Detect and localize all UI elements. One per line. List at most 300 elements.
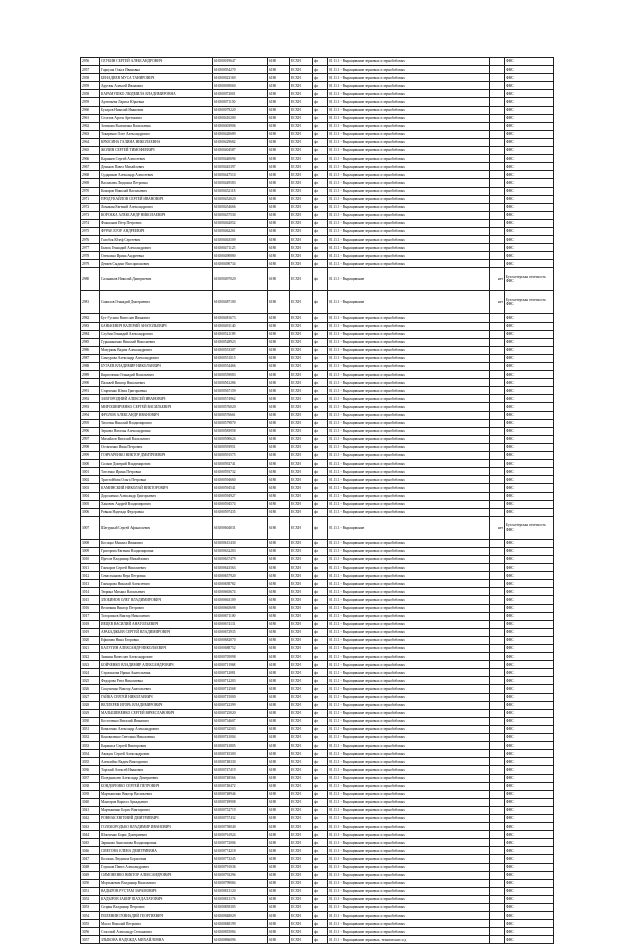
- tax-regime-cell: ЕСХН: [290, 806, 313, 814]
- inn-cell: 616500410200: [213, 114, 268, 122]
- group-code-cell: 6180: [268, 90, 290, 98]
- activity-cell: 01.11.1 - Выращивание зерновых и зернобобовых: [328, 798, 490, 806]
- entity-type-cell: фл: [313, 138, 328, 146]
- group-code-cell: 6180: [268, 74, 290, 82]
- tax-regime-cell: ЕСХН: [290, 516, 313, 539]
- flag-cell: [490, 782, 505, 790]
- tax-regime-cell: ЕСХН: [290, 427, 313, 435]
- activity-cell: 01.11.1 - Выращивание зерновых и зернобобовых: [328, 596, 490, 604]
- entity-type-cell: фл: [313, 871, 328, 879]
- name-cell: Шатурный Сергей Афанасьевич: [100, 516, 213, 539]
- inn-cell: 616500637479: [213, 555, 268, 563]
- entity-type-cell: фл: [313, 693, 328, 701]
- activity-cell: 01.11.1 - Выращивание зерновых и зернобобовых: [328, 219, 490, 227]
- row-number-cell: 3013: [81, 580, 100, 588]
- row-number-cell: 3009: [81, 547, 100, 555]
- tax-regime-cell: ЕСХН: [290, 879, 313, 887]
- row-number-cell: 3024: [81, 669, 100, 677]
- activity-cell: 01.11.1 - Выращивание зерновых и зернобобовых: [328, 871, 490, 879]
- entity-type-cell: фл: [313, 782, 328, 790]
- entity-type-cell: фл: [313, 468, 328, 476]
- flag-cell: [490, 798, 505, 806]
- tax-regime-cell: ЕСХН: [290, 211, 313, 219]
- flag-cell: [490, 244, 505, 252]
- group-code-cell: 6180: [268, 904, 290, 912]
- flag-cell: [490, 839, 505, 847]
- row-number-cell: 3021: [81, 645, 100, 653]
- inn-cell: 616500813176: [213, 895, 268, 903]
- source-cell: ФНС: [505, 539, 554, 547]
- flag-cell: [490, 395, 505, 403]
- row-number-cell: 2962: [81, 122, 100, 130]
- tax-regime-cell: ЕСХН: [290, 330, 313, 338]
- name-cell: Глушков Павел Александрович: [100, 863, 213, 871]
- inn-cell: 616500567159: [213, 387, 268, 395]
- group-code-cell: 6180: [268, 895, 290, 903]
- tax-regime-cell: ЕСХН: [290, 443, 313, 451]
- table-row: [81, 187, 554, 195]
- group-code-cell: 6180: [268, 227, 290, 235]
- group-code-cell: 6180: [268, 701, 290, 709]
- name-cell: Старченко Юлия Григорьевна: [100, 387, 213, 395]
- group-code-cell: 6180: [268, 645, 290, 653]
- row-number-cell: 2977: [81, 244, 100, 252]
- source-cell: ФНС: [505, 580, 554, 588]
- table-row: [81, 419, 554, 427]
- tax-regime-cell: ЕСХН: [290, 395, 313, 403]
- row-number-cell: 3037: [81, 774, 100, 782]
- inn-cell: 616500072001: [213, 90, 268, 98]
- source-cell: ФНС: [505, 130, 554, 138]
- entity-type-cell: фл: [313, 236, 328, 244]
- entity-type-cell: фл: [313, 492, 328, 500]
- name-cell: Гаркуша Ольга Ивановна: [100, 66, 213, 74]
- inn-cell: 616500528923: [213, 338, 268, 346]
- flag-cell: нет: [490, 516, 505, 539]
- source-cell: ФНС: [505, 717, 554, 725]
- inn-cell: 616500848029: [213, 912, 268, 920]
- inn-cell: 616500665698: [213, 604, 268, 612]
- name-cell: Мартыненко Борис Викторович: [100, 806, 213, 814]
- entity-type-cell: фл: [313, 855, 328, 863]
- entity-type-cell: фл: [313, 227, 328, 235]
- row-number-cell: 2990: [81, 379, 100, 387]
- activity-cell: 01.11.1 - Выращивание зерновых и зернобобовых: [328, 492, 490, 500]
- table-row: [81, 847, 554, 855]
- row-number-cell: 2978: [81, 252, 100, 260]
- flag-cell: [490, 74, 505, 82]
- group-code-cell: 6180: [268, 260, 290, 268]
- table-row: [81, 155, 554, 163]
- tax-regime-cell: ЕСХН: [290, 782, 313, 790]
- tax-regime-cell: ЕСХН: [290, 354, 313, 362]
- name-cell: Масло Николай Петрович: [100, 920, 213, 928]
- table-row: [81, 734, 554, 742]
- entity-type-cell: фл: [313, 90, 328, 98]
- flag-cell: [490, 155, 505, 163]
- table-row: [81, 435, 554, 443]
- flag-cell: [490, 500, 505, 508]
- flag-cell: [490, 427, 505, 435]
- source-cell: ФНС: [505, 387, 554, 395]
- row-number-cell: 2958: [81, 90, 100, 98]
- inn-cell: 616500671100: [213, 612, 268, 620]
- tax-regime-cell: ЕСХН: [290, 338, 313, 346]
- name-cell: КАМИНСКИЙ НИКОЛАЙ ВИКТОРОВИЧ: [100, 484, 213, 492]
- group-code-cell: 6180: [268, 492, 290, 500]
- table-row: [81, 758, 554, 766]
- tax-regime-cell: ЕСХН: [290, 106, 313, 114]
- source-cell: ФНС: [505, 636, 554, 644]
- row-number-cell: 2964: [81, 138, 100, 146]
- inn-cell: 616500793296: [213, 871, 268, 879]
- group-code-cell: 6180: [268, 798, 290, 806]
- tax-regime-cell: ЕСХН: [290, 798, 313, 806]
- flag-cell: [490, 693, 505, 701]
- source-cell: ФНС: [505, 203, 554, 211]
- group-code-cell: 6180: [268, 774, 290, 782]
- entity-type-cell: фл: [313, 354, 328, 362]
- tax-regime-cell: ЕСХН: [290, 790, 313, 798]
- row-number-cell: 3054: [81, 912, 100, 920]
- source-cell: ФНС: [505, 612, 554, 620]
- tax-regime-cell: ЕСХН: [290, 661, 313, 669]
- flag-cell: [490, 187, 505, 195]
- flag-cell: [490, 628, 505, 636]
- flag-cell: [490, 806, 505, 814]
- name-cell: Пальвей Виктор Николаевич: [100, 379, 213, 387]
- row-number-cell: 2968: [81, 171, 100, 179]
- table-row: [81, 106, 554, 114]
- source-cell: ФНС: [505, 252, 554, 260]
- tax-regime-cell: ЕСХН: [290, 628, 313, 636]
- row-number-cell: 3046: [81, 847, 100, 855]
- group-code-cell: 6180: [268, 435, 290, 443]
- row-number-cell: 2958: [81, 74, 100, 82]
- activity-cell: 01.11.1 - Выращивание зерновых и зернобобовых: [328, 130, 490, 138]
- row-number-cell: 3043: [81, 823, 100, 831]
- group-code-cell: 6180: [268, 669, 290, 677]
- name-cell: ВЕЛЛЕРЕВ ИГОРЬ ВЛАДИМИРОВИЧ: [100, 701, 213, 709]
- group-code-cell: 6180: [268, 211, 290, 219]
- name-cell: Селезов Арсен Артемович: [100, 114, 213, 122]
- tax-regime-cell: ЕСХН: [290, 839, 313, 847]
- entity-type-cell: фл: [313, 291, 328, 314]
- name-cell: БОЙЧЕНКО ВЛАДИМИР АЛЕКСАНДРОВИЧ: [100, 661, 213, 669]
- inn-cell: 616500593732: [213, 468, 268, 476]
- tax-regime-cell: ЕСХН: [290, 555, 313, 563]
- tax-regime-cell: ЕСХН: [290, 187, 313, 195]
- group-code-cell: 6180: [268, 171, 290, 179]
- table-row: [81, 443, 554, 451]
- source-cell: ФНС: [505, 346, 554, 354]
- source-cell: ФНС: [505, 163, 554, 171]
- activity-cell: 01.11.1 - Выращивание зерновых и зернобобовых: [328, 387, 490, 395]
- tax-regime-cell: ЕСХН: [290, 936, 313, 944]
- table-row: [81, 211, 554, 219]
- table-row: [81, 855, 554, 863]
- row-number-cell: 3026: [81, 685, 100, 693]
- activity-cell: 01.11.1 - Выращивание зерновых и зернобобовых: [328, 171, 490, 179]
- source-cell: ФНС: [505, 653, 554, 661]
- entity-type-cell: фл: [313, 717, 328, 725]
- activity-cell: 01.11.1 - Выращивание зерновых и зернобобовых: [328, 338, 490, 346]
- flag-cell: [490, 419, 505, 427]
- table-row: [81, 871, 554, 879]
- name-cell: Деваев Сыдинг Виссарионович: [100, 260, 213, 268]
- tax-regime-cell: ЕСХН: [290, 492, 313, 500]
- row-number-cell: 3045: [81, 839, 100, 847]
- tax-regime-cell: ЕСХН: [290, 612, 313, 620]
- activity-cell: 01.11.1 - Выращивание зерновых и зернобобовых: [328, 403, 490, 411]
- name-cell: Каршнев Сергей Алексеевич: [100, 155, 213, 163]
- table-row: [81, 879, 554, 887]
- activity-cell: 01.11.1 - Выращивание зерновых и зернобобовых: [328, 435, 490, 443]
- inn-cell: 616500855084: [213, 928, 268, 936]
- entity-type-cell: фл: [313, 863, 328, 871]
- inn-cell: 616500590624: [213, 435, 268, 443]
- activity-cell: 01.11.1 - Выращивание зерновых и зернобобовых: [328, 244, 490, 252]
- table-row: [81, 508, 554, 516]
- name-cell: Ломакин Евгений Александрович: [100, 203, 213, 211]
- entity-type-cell: фл: [313, 330, 328, 338]
- source-cell: ФНС: [505, 604, 554, 612]
- inn-cell: 616500490734: [213, 260, 268, 268]
- inn-cell: 616500749908: [213, 798, 268, 806]
- activity-cell: 01.11.1 - Выращивание зерновых и зернобобовых: [328, 725, 490, 733]
- entity-type-cell: фл: [313, 98, 328, 106]
- group-code-cell: 6180: [268, 782, 290, 790]
- table-row: [81, 774, 554, 782]
- activity-cell: 01.11.1 - Выращивание зерновых и зернобобовых: [328, 717, 490, 725]
- entity-type-cell: фл: [313, 268, 328, 291]
- activity-cell: 01.11.1 - Выращивание зерновых и зернобобовых: [328, 653, 490, 661]
- row-number-cell: 3019: [81, 628, 100, 636]
- flag-cell: [490, 855, 505, 863]
- source-cell: ФНС: [505, 460, 554, 468]
- name-cell: Мартышенко Виктор Васильевич: [100, 790, 213, 798]
- activity-cell: 01.11.1 - Выращивание зерновых и зернобобовых: [328, 814, 490, 822]
- source-cell: ФНС: [505, 766, 554, 774]
- tax-regime-cell: ЕСХН: [290, 928, 313, 936]
- group-code-cell: 6180: [268, 122, 290, 130]
- group-code-cell: 6180: [268, 155, 290, 163]
- table-row: [81, 547, 554, 555]
- name-cell: Судариков Александр Алексеевич: [100, 171, 213, 179]
- entity-type-cell: фл: [313, 395, 328, 403]
- table-row: [81, 709, 554, 717]
- tax-regime-cell: ЕСХН: [290, 476, 313, 484]
- tax-regime-cell: ЕСХН: [290, 653, 313, 661]
- flag-cell: [490, 354, 505, 362]
- tax-regime-cell: ЕСХН: [290, 547, 313, 555]
- activity-cell: 01.11.1 - Выращивание зерновых и зернобобовых: [328, 236, 490, 244]
- table-row: [81, 171, 554, 179]
- source-cell: ФНС: [505, 725, 554, 733]
- group-code-cell: 6180: [268, 244, 290, 252]
- entity-type-cell: фл: [313, 790, 328, 798]
- group-code-cell: 6180: [268, 203, 290, 211]
- flag-cell: [490, 195, 505, 203]
- source-cell: ФНС: [505, 98, 554, 106]
- flag-cell: [490, 363, 505, 371]
- group-code-cell: 6180: [268, 508, 290, 516]
- group-code-cell: 6180: [268, 219, 290, 227]
- entity-type-cell: фл: [313, 774, 328, 782]
- table-row: [81, 677, 554, 685]
- source-cell: ФНС: [505, 500, 554, 508]
- tax-regime-cell: ЕСХН: [290, 863, 313, 871]
- tax-regime-cell: ЕСХН: [290, 203, 313, 211]
- entity-type-cell: фл: [313, 211, 328, 219]
- source-cell: ФНС: [505, 187, 554, 195]
- activity-cell: 01.11.1 - Выращивание зерновых и зернобобовых: [328, 887, 490, 895]
- table-row: [81, 163, 554, 171]
- entity-type-cell: фл: [313, 887, 328, 895]
- group-code-cell: 6180: [268, 871, 290, 879]
- entity-type-cell: фл: [313, 443, 328, 451]
- activity-cell: 01.11.1 - Выращивание зерновых и зернобобовых: [328, 685, 490, 693]
- entity-type-cell: фл: [313, 895, 328, 903]
- group-code-cell: 6180: [268, 580, 290, 588]
- table-row: [81, 66, 554, 74]
- name-cell: Мортыкевич Владимир Васильевич: [100, 879, 213, 887]
- tax-regime-cell: ЕСХН: [290, 219, 313, 227]
- name-cell: Гончаров Сергей Николаевич: [100, 564, 213, 572]
- group-code-cell: 6180: [268, 750, 290, 758]
- name-cell: ЖОЛИН СЕРГЕЙ ТИМОФЕЕВИЧ: [100, 147, 213, 155]
- group-code-cell: 6180: [268, 500, 290, 508]
- table-row: [81, 653, 554, 661]
- activity-cell: 01.11.1 - Выращивание: [328, 268, 490, 291]
- row-number-cell: 3014: [81, 588, 100, 596]
- name-cell: Алексийко Вадим Викторович: [100, 758, 213, 766]
- entity-type-cell: фл: [313, 936, 328, 944]
- activity-cell: 01.11.1 - Выращивание зерновых и зернобобовых: [328, 379, 490, 387]
- group-code-cell: 6180: [268, 187, 290, 195]
- inn-cell: 616500665674: [213, 588, 268, 596]
- entity-type-cell: фл: [313, 130, 328, 138]
- flag-cell: [490, 572, 505, 580]
- group-code-cell: 6180: [268, 588, 290, 596]
- name-cell: МИРОШНИЧЕНКО СЕРГЕЙ ВАСИЛЬЕВИЧ: [100, 403, 213, 411]
- flag-cell: [490, 443, 505, 451]
- inn-cell: 616500748946: [213, 790, 268, 798]
- name-cell: Солков Дмитрий Владимирович: [100, 460, 213, 468]
- table-row: [81, 138, 554, 146]
- row-number-cell: 3047: [81, 855, 100, 863]
- flag-cell: [490, 58, 505, 66]
- inn-cell: 616500497020: [213, 268, 268, 291]
- entity-type-cell: фл: [313, 403, 328, 411]
- entity-type-cell: фл: [313, 195, 328, 203]
- table-row: [81, 244, 554, 252]
- source-cell: ФНС: [505, 90, 554, 98]
- name-cell: Тихотин Николай Владимирович: [100, 419, 213, 427]
- tax-regime-cell: ЕСХН: [290, 411, 313, 419]
- tax-regime-cell: ЕСХН: [290, 766, 313, 774]
- table-row: [81, 839, 554, 847]
- row-number-cell: 3051: [81, 887, 100, 895]
- entity-type-cell: фл: [313, 814, 328, 822]
- tax-regime-cell: ЕСХН: [290, 484, 313, 492]
- group-code-cell: 6180: [268, 516, 290, 539]
- tax-regime-cell: ЕСХН: [290, 90, 313, 98]
- tax-regime-cell: ЕСХН: [290, 588, 313, 596]
- source-cell: ФНС: [505, 452, 554, 460]
- table-row: [81, 147, 554, 155]
- group-code-cell: 6180: [268, 379, 290, 387]
- entity-type-cell: фл: [313, 106, 328, 114]
- flag-cell: [490, 879, 505, 887]
- inn-cell: 616500772006: [213, 839, 268, 847]
- name-cell: ЗАВГОРОДНИЙ АЛЕКСЕЙ ИВАНОВИЧ: [100, 395, 213, 403]
- entity-type-cell: фл: [313, 920, 328, 928]
- flag-cell: [490, 758, 505, 766]
- tax-regime-cell: ЕСХН: [290, 831, 313, 839]
- inn-cell: 616500491140: [213, 322, 268, 330]
- inn-cell: 616500688752: [213, 645, 268, 653]
- tax-regime-cell: ЕСХН: [290, 645, 313, 653]
- group-code-cell: 6180: [268, 268, 290, 291]
- row-number-cell: 2959: [81, 98, 100, 106]
- row-number-cell: 3020: [81, 636, 100, 644]
- name-cell: КРЮСИНА ГАЛИНА НИКОЛАЕВНА: [100, 138, 213, 146]
- inn-cell: 616500576661: [213, 411, 268, 419]
- source-cell: ФНС: [505, 814, 554, 822]
- entity-type-cell: фл: [313, 58, 328, 66]
- activity-cell: 01.11.1 - Выращивание зерновых и зернобобовых: [328, 636, 490, 644]
- entity-type-cell: фл: [313, 476, 328, 484]
- activity-cell: 01.11.1 - Выращивание зерновых и зернобобовых: [328, 195, 490, 203]
- entity-type-cell: фл: [313, 122, 328, 130]
- source-cell: ФНС: [505, 742, 554, 750]
- source-cell: ФНС: [505, 831, 554, 839]
- source-cell: ФНС: [505, 227, 554, 235]
- inn-cell: 616500019647: [213, 58, 268, 66]
- inn-cell: 616500404587: [213, 147, 268, 155]
- source-cell: ФНС: [505, 887, 554, 895]
- group-code-cell: 6180: [268, 612, 290, 620]
- flag-cell: [490, 468, 505, 476]
- row-number-cell: 2995: [81, 419, 100, 427]
- source-cell: ФНС: [505, 338, 554, 346]
- tax-regime-cell: ЕСХН: [290, 268, 313, 291]
- activity-cell: 01.11.1 - Выращивание зерновых и зернобобовых: [328, 564, 490, 572]
- entity-type-cell: фл: [313, 709, 328, 717]
- activity-cell: 01.11.1 - Выращивание зерновых и зернобобовых: [328, 661, 490, 669]
- activity-cell: 01.11.1 - Выращивание зерновых и зернобобовых: [328, 371, 490, 379]
- flag-cell: [490, 823, 505, 831]
- tax-regime-cell: ЕСХН: [290, 452, 313, 460]
- activity-cell: 01.11.1 - Выращивание зерновых и зернобобовых: [328, 750, 490, 758]
- group-code-cell: 6180: [268, 427, 290, 435]
- flag-cell: [490, 863, 505, 871]
- source-cell: ФНС: [505, 114, 554, 122]
- inn-cell: 616500521109: [213, 330, 268, 338]
- activity-cell: 01.11.1 - Выращивание зерновых и зернобобовых: [328, 419, 490, 427]
- inn-cell: 616500657920: [213, 572, 268, 580]
- row-number-cell: 2999: [81, 452, 100, 460]
- tax-regime-cell: ЕСХН: [290, 564, 313, 572]
- inn-cell: 616500452118: [213, 187, 268, 195]
- flag-cell: [490, 346, 505, 354]
- entity-type-cell: фл: [313, 338, 328, 346]
- group-code-cell: 6180: [268, 363, 290, 371]
- row-number-cell: 2969: [81, 179, 100, 187]
- entity-type-cell: фл: [313, 163, 328, 171]
- name-cell: ПОЛЕНИН ГЕННАДИЙ ГЕОРГИЕВИЧ: [100, 912, 213, 920]
